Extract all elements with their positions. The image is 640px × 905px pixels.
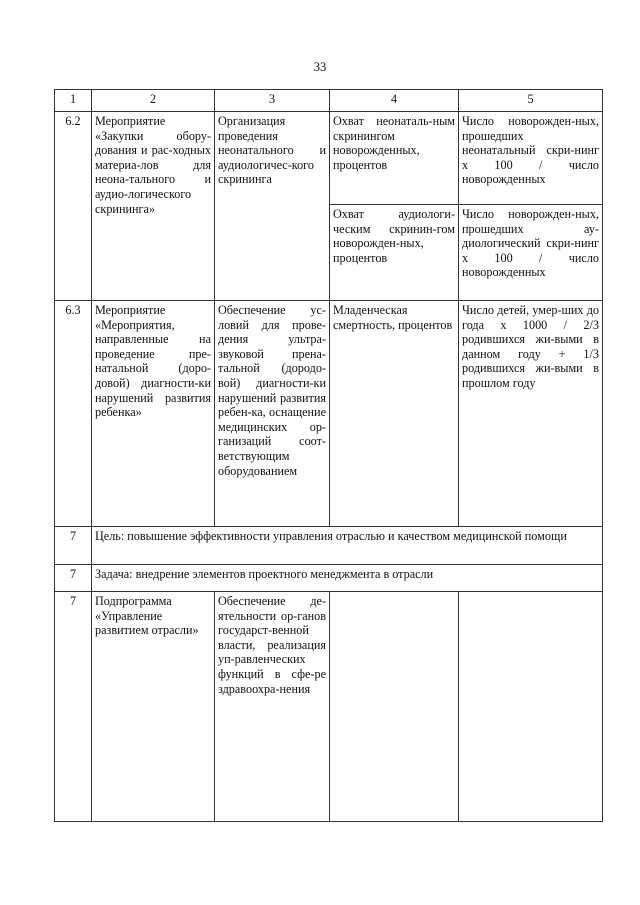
measure-cell: Мероприятие «Мероприятия, направленные на проведение пре-натальной (доро-довой) диагности-ки нарушений развития ребенка» <box>92 301 215 527</box>
indicator-cell: Охват аудиологи-ческим скринин-гом новорожден-ных, процентов <box>330 205 459 301</box>
description-cell: Организация проведения неонатального и аудиологичес-кого скрининга <box>215 112 330 301</box>
header-cell-2: 2 <box>92 90 215 112</box>
indicator-cell: Охват неонаталь-ным скринингом новорожденных, процентов <box>330 112 459 205</box>
indicator-cell <box>330 592 459 822</box>
header-cell-1: 1 <box>55 90 92 112</box>
formula-cell: Число детей, умер-ших до года х 1000 / 2/3 родившихся жи-выми в данном году + 1/3 родившихся жи-выми в прошлом году <box>459 301 603 527</box>
formula-cell: Число новорожден-ных, прошедших неонатальный скри-нинг х 100 / число новорожденных <box>459 112 603 205</box>
indicator-cell: Младенческая смертность, процентов <box>330 301 459 527</box>
table-row-6-3 <box>55 301 603 527</box>
row-number: 6.2 <box>55 112 92 301</box>
goal-text: Цель: повышение эффективности управления отраслью и качеством медицинской помощи <box>92 527 603 565</box>
table-row-goal <box>55 527 603 565</box>
row-number: 7 <box>55 565 92 592</box>
task-text: Задача: внедрение элементов проектного менеджмента в отрасли <box>92 565 603 592</box>
description-cell: Обеспечение ус-ловий для прове-дения ультра-звуковой прена-тальной (дородо-вой) диагности-ки нарушений развития ребен-ка, оснащение медицинских ор-ганизаций соот-ветствующим оборудованием <box>215 301 330 527</box>
page-number: 33 <box>313 60 327 74</box>
table-row-6-2-a <box>55 112 603 205</box>
header-cell-4: 4 <box>330 90 459 112</box>
measure-cell: Подпрограмма «Управление развитием отрасли» <box>92 592 215 822</box>
row-number: 7 <box>55 592 92 822</box>
header-cell-5: 5 <box>459 90 603 112</box>
description-cell: Обеспечение де-ятельности ор-ганов государст-венной власти, реализация уп-равленческих функций в сфе-ре здравоохра-нения <box>215 592 330 822</box>
indicators-table <box>54 89 603 822</box>
row-number: 7 <box>55 527 92 565</box>
formula-cell <box>459 592 603 822</box>
row-number: 6.3 <box>55 301 92 527</box>
table-row-7 <box>55 592 603 822</box>
table-header-row <box>55 90 603 112</box>
header-cell-3: 3 <box>215 90 330 112</box>
measure-cell: Мероприятие «Закупки обору-дования и рас-ходных материа-лов для неона-тального и аудио-логического скрининга» <box>92 112 215 301</box>
table-row-task <box>55 565 603 592</box>
formula-cell: Число новорожден-ных, прошедших ау-диологический скри-нинг х 100 / число новорожденных <box>459 205 603 301</box>
